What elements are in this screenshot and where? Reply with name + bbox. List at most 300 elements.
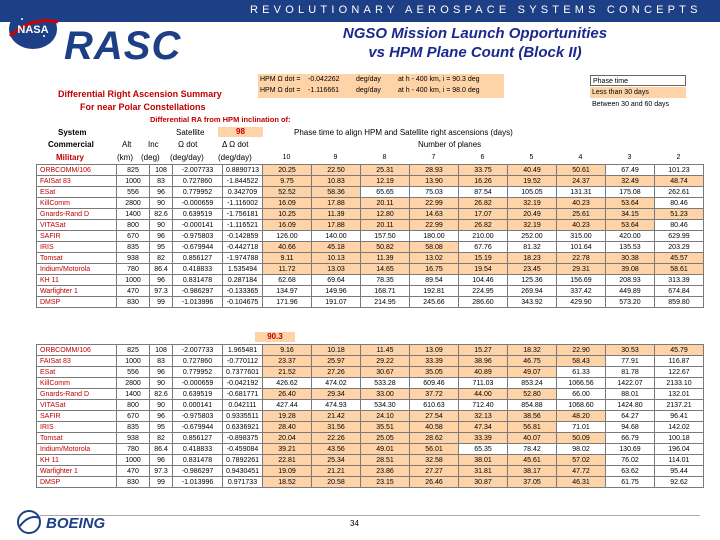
cell-phase-days: 26.40 — [263, 389, 312, 400]
cell-phase-days: 26.82 — [459, 220, 508, 231]
cell-phase-days: 25.34 — [312, 455, 361, 466]
cell-phase-days: 224.95 — [459, 286, 508, 297]
nasa-wordmark: NASA — [17, 24, 49, 36]
cell-delta: -0.133365 — [223, 286, 263, 297]
cell-phase-days: 40.23 — [557, 220, 606, 231]
cell-phase-days: 22.26 — [312, 433, 361, 444]
cell-name: KH 11 — [37, 455, 117, 466]
cell-phase-days: 64.27 — [606, 411, 655, 422]
cell-phase-days: 28.40 — [263, 422, 312, 433]
cell-phase-days: 46.75 — [508, 356, 557, 367]
cell-phase-days: 132.01 — [655, 389, 704, 400]
cell-phase-days: 52.80 — [508, 389, 557, 400]
cell-phase-days: 43.56 — [312, 444, 361, 455]
page-number: 34 — [350, 519, 359, 528]
cell-phase-days: 23.45 — [508, 264, 557, 275]
cell-phase-days: 98.02 — [557, 444, 606, 455]
cell-phase-days: 135.53 — [606, 242, 655, 253]
cell-delta: -1.844522 — [223, 176, 263, 187]
cell-name: ORBCOMM/106 — [37, 165, 117, 176]
legend-phase-time: Phase time — [590, 75, 686, 86]
cell-phase-days: 343.92 — [508, 297, 557, 308]
cell-phase-days: 14.63 — [410, 209, 459, 220]
formula-r2-cond: at h - 400 km, i = 98.0 deg — [398, 87, 480, 94]
cell-name: Gnards-Rand D — [37, 389, 117, 400]
cell-phase-days: 30.87 — [459, 477, 508, 488]
cell-delta: -0.681771 — [223, 389, 263, 400]
cell-phase-days: 37.05 — [508, 477, 557, 488]
cell-inc: 82 — [150, 253, 173, 264]
table-row — [37, 165, 704, 176]
cell-phase-days: 337.42 — [557, 286, 606, 297]
cell-phase-days: 126.00 — [263, 231, 312, 242]
cell-phase-days: 10.13 — [312, 253, 361, 264]
cell-phase-days: 18.32 — [508, 345, 557, 356]
cell-delta: 1.535494 — [223, 264, 263, 275]
cell-alt: 2800 — [117, 198, 150, 209]
cell-phase-days: 50.61 — [557, 165, 606, 176]
cell-phase-days: 92.62 — [655, 477, 704, 488]
cell-inc: 96 — [150, 367, 173, 378]
cell-phase-days: 131.31 — [557, 187, 606, 198]
cell-phase-days: 22.99 — [410, 220, 459, 231]
cell-phase-days: 286.60 — [459, 297, 508, 308]
cell-phase-days: 149.96 — [312, 286, 361, 297]
cell-phase-days: 315.00 — [557, 231, 606, 242]
cell-phase-days: 191.07 — [312, 297, 361, 308]
cell-inc: 97.3 — [150, 466, 173, 477]
cell-phase-days: 610.63 — [410, 400, 459, 411]
cell-phase-days: 20.11 — [361, 198, 410, 209]
summary-subheading: For near Polar Constellations — [80, 102, 206, 112]
cell-name: VITASat — [37, 400, 117, 411]
cell-alt: 780 — [117, 264, 150, 275]
cell-omega: -0.975803 — [173, 231, 223, 242]
cell-phase-days: 474.02 — [312, 378, 361, 389]
cell-alt: 1400 — [117, 389, 150, 400]
table-row — [37, 433, 704, 444]
cell-phase-days: 10.83 — [312, 176, 361, 187]
boeing-wordmark: BOEING — [46, 515, 106, 532]
formula-r1-value: -0.042262 — [308, 76, 340, 83]
cell-name: Tomsat — [37, 253, 117, 264]
cell-phase-days: 104.46 — [459, 275, 508, 286]
cell-omega: 0.779952 — [173, 187, 223, 198]
table-row — [37, 286, 704, 297]
cell-phase-days: 34.15 — [606, 209, 655, 220]
cell-phase-days: 853.24 — [508, 378, 557, 389]
cell-delta: -1.116521 — [223, 220, 263, 231]
cell-phase-days: 78.42 — [508, 444, 557, 455]
cell-phase-days: 22.90 — [557, 345, 606, 356]
cell-alt: 1000 — [117, 455, 150, 466]
cell-phase-days: 674.84 — [655, 286, 704, 297]
plane-count-3: 3 — [627, 154, 632, 161]
cell-delta: -1.116002 — [223, 198, 263, 209]
cell-phase-days: 31.81 — [459, 466, 508, 477]
cell-name: IRIS — [37, 242, 117, 253]
cell-phase-days: 2137.21 — [655, 400, 704, 411]
cell-alt: 938 — [117, 433, 150, 444]
cell-phase-days: 38.01 — [459, 455, 508, 466]
table-row — [37, 209, 704, 220]
cell-phase-days: 245.66 — [410, 297, 459, 308]
cell-phase-days: 427.44 — [263, 400, 312, 411]
cell-phase-days: 449.89 — [606, 286, 655, 297]
cell-phase-days: 25.31 — [361, 165, 410, 176]
table-row — [37, 297, 704, 308]
table-row — [37, 444, 704, 455]
cell-inc: 83 — [150, 356, 173, 367]
cell-phase-days: 58.08 — [410, 242, 459, 253]
cell-phase-days: 81.78 — [606, 367, 655, 378]
cell-phase-days: 29.31 — [557, 264, 606, 275]
cell-phase-days: 19.54 — [459, 264, 508, 275]
cell-delta: 0.6336921 — [223, 422, 263, 433]
cell-delta: -0.442718 — [223, 242, 263, 253]
cell-delta: -0.104675 — [223, 297, 263, 308]
header-band-text: REVOLUTIONARY AEROSPACE SYSTEMS CONCEPTS — [250, 4, 702, 16]
cell-phase-days: 45.79 — [655, 345, 704, 356]
cell-phase-days: 157.50 — [361, 231, 410, 242]
cell-phase-days: 140.00 — [312, 231, 361, 242]
nasa-logo — [4, 6, 62, 52]
cell-name: Warfighter 1 — [37, 466, 117, 477]
cell-phase-days: 32.19 — [508, 220, 557, 231]
cell-phase-days: 32.58 — [410, 455, 459, 466]
cell-phase-days: 80.46 — [655, 220, 704, 231]
cell-phase-days: 49.07 — [508, 367, 557, 378]
phase-title: Phase time to align HPM and Satellite right ascensions (days) — [294, 128, 513, 137]
cell-phase-days: 51.23 — [655, 209, 704, 220]
table-row — [37, 422, 704, 433]
legend-under-30: Less than 30 days — [590, 87, 686, 98]
cell-phase-days: 9.11 — [263, 253, 312, 264]
cell-phase-days: 33.39 — [410, 356, 459, 367]
cell-phase-days: 50.82 — [361, 242, 410, 253]
cell-phase-days: 9.16 — [263, 345, 312, 356]
cell-name: Warfighter 1 — [37, 286, 117, 297]
table-row — [37, 411, 704, 422]
col-commercial: Commercial — [48, 140, 94, 149]
table-inclination-90-3 — [36, 344, 704, 488]
cell-phase-days: 1422.07 — [606, 378, 655, 389]
plane-count-6: 6 — [480, 154, 485, 161]
cell-alt: 1000 — [117, 176, 150, 187]
cell-phase-days: 122.67 — [655, 367, 704, 378]
page-title-line2: vs HPM Plane Count (Block II) — [368, 44, 582, 61]
cell-phase-days: 56.81 — [508, 422, 557, 433]
table-row — [37, 264, 704, 275]
cell-phase-days: 9.75 — [263, 176, 312, 187]
cell-alt: 938 — [117, 253, 150, 264]
cell-alt: 780 — [117, 444, 150, 455]
cell-phase-days: 10.25 — [263, 209, 312, 220]
cell-delta: 1.965481 — [223, 345, 263, 356]
cell-phase-days: 75.03 — [410, 187, 459, 198]
cell-phase-days: 196.04 — [655, 444, 704, 455]
col-satellite: Satellite — [176, 128, 205, 137]
cell-phase-days: 57.02 — [557, 455, 606, 466]
col-alt-unit: (km) — [117, 153, 133, 162]
cell-phase-days: 40.07 — [508, 433, 557, 444]
cell-phase-days: 80.46 — [655, 198, 704, 209]
cell-phase-days: 171.96 — [263, 297, 312, 308]
cell-phase-days: 16.09 — [263, 198, 312, 209]
cell-phase-days: 175.08 — [606, 187, 655, 198]
cell-phase-days: 208.93 — [606, 275, 655, 286]
cell-omega: -0.000141 — [173, 220, 223, 231]
cell-inc: 95 — [150, 242, 173, 253]
cell-alt: 470 — [117, 286, 150, 297]
cell-omega: -0.679944 — [173, 422, 223, 433]
cell-name: DMSP — [37, 477, 117, 488]
cell-name: FAISat 83 — [37, 176, 117, 187]
cell-phase-days: 23.15 — [361, 477, 410, 488]
cell-inc: 90 — [150, 220, 173, 231]
cell-phase-days: 24.37 — [557, 176, 606, 187]
cell-omega: 0.831478 — [173, 455, 223, 466]
table-row — [37, 455, 704, 466]
cell-phase-days: 28.51 — [361, 455, 410, 466]
cell-phase-days: 37.72 — [410, 389, 459, 400]
cell-phase-days: 65.65 — [361, 187, 410, 198]
page-title-line1: NGSO Mission Launch Opportunities — [342, 25, 608, 42]
cell-phase-days: 49.01 — [361, 444, 410, 455]
cell-phase-days: 32.13 — [459, 411, 508, 422]
cell-phase-days: 474.93 — [312, 400, 361, 411]
cell-phase-days: 13.09 — [410, 345, 459, 356]
table-row — [37, 220, 704, 231]
cell-phase-days: 40.58 — [410, 422, 459, 433]
cell-phase-days: 25.61 — [557, 209, 606, 220]
cell-phase-days: 24.10 — [361, 411, 410, 422]
cell-delta: 0.7377601 — [223, 367, 263, 378]
col-omega-dot: Ω dot — [178, 140, 198, 149]
cell-phase-days: 69.64 — [312, 275, 361, 286]
table-row — [37, 400, 704, 411]
cell-phase-days: 2133.10 — [655, 378, 704, 389]
cell-phase-days: 40.66 — [263, 242, 312, 253]
cell-phase-days: 203.29 — [655, 242, 704, 253]
cell-phase-days: 31.56 — [312, 422, 361, 433]
cell-phase-days: 48.74 — [655, 176, 704, 187]
col-inc-unit: (deg) — [141, 153, 160, 162]
table-inclination-98 — [36, 164, 704, 308]
cell-phase-days: 16.09 — [263, 220, 312, 231]
cell-phase-days: 53.64 — [606, 198, 655, 209]
inclination-caption: Differential RA from HPM inclination of: — [150, 115, 291, 124]
cell-delta: -0.770112 — [223, 356, 263, 367]
cell-phase-days: 66.79 — [606, 433, 655, 444]
cell-phase-days: 10.18 — [312, 345, 361, 356]
cell-omega: -1.013996 — [173, 477, 223, 488]
cell-phase-days: 88.01 — [606, 389, 655, 400]
cell-phase-days: 859.80 — [655, 297, 704, 308]
cell-phase-days: 252.00 — [508, 231, 557, 242]
cell-phase-days: 22.99 — [410, 198, 459, 209]
cell-alt: 830 — [117, 477, 150, 488]
cell-omega: -1.013996 — [173, 297, 223, 308]
cell-phase-days: 66.00 — [557, 389, 606, 400]
cell-name: KillComm — [37, 378, 117, 389]
cell-delta: 0.287184 — [223, 275, 263, 286]
cell-delta: -1.974788 — [223, 253, 263, 264]
col-military: Military — [56, 153, 85, 162]
cell-phase-days: 156.69 — [557, 275, 606, 286]
plane-count-7: 7 — [431, 154, 436, 161]
table-row — [37, 176, 704, 187]
cell-phase-days: 712.40 — [459, 400, 508, 411]
cell-delta: 0.042111 — [223, 400, 263, 411]
cell-phase-days: 313.39 — [655, 275, 704, 286]
cell-alt: 1400 — [117, 209, 150, 220]
cell-phase-days: 53.64 — [606, 220, 655, 231]
cell-phase-days: 58.36 — [312, 187, 361, 198]
rasc-logo: RASC — [64, 24, 182, 68]
cell-phase-days: 16.26 — [459, 176, 508, 187]
cell-phase-days: 13.03 — [312, 264, 361, 275]
cell-phase-days: 30.53 — [606, 345, 655, 356]
cell-phase-days: 28.93 — [410, 165, 459, 176]
table-row — [37, 231, 704, 242]
cell-delta: -0.142859 — [223, 231, 263, 242]
table-row — [37, 345, 704, 356]
cell-phase-days: 105.05 — [508, 187, 557, 198]
cell-phase-days: 32.19 — [508, 198, 557, 209]
cell-phase-days: 1424.80 — [606, 400, 655, 411]
cell-alt: 800 — [117, 220, 150, 231]
cell-phase-days: 25.97 — [312, 356, 361, 367]
plane-count-2: 2 — [676, 154, 681, 161]
cell-inc: 95 — [150, 422, 173, 433]
cell-phase-days: 29.22 — [361, 356, 410, 367]
cell-phase-days: 81.32 — [508, 242, 557, 253]
cell-omega: 0.639519 — [173, 209, 223, 220]
cell-phase-days: 96.41 — [655, 411, 704, 422]
cell-phase-days: 20.11 — [361, 220, 410, 231]
cell-alt: 670 — [117, 411, 150, 422]
cell-delta: -0.042192 — [223, 378, 263, 389]
cell-inc: 82 — [150, 433, 173, 444]
table-row — [37, 389, 704, 400]
cell-phase-days: 22.50 — [312, 165, 361, 176]
table-row — [37, 198, 704, 209]
table-row — [37, 275, 704, 286]
cell-phase-days: 22.81 — [263, 455, 312, 466]
formula-r2-value: -1.116661 — [308, 87, 340, 94]
table-row — [37, 477, 704, 488]
cell-phase-days: 89.54 — [410, 275, 459, 286]
cell-inc: 97.3 — [150, 286, 173, 297]
cell-delta: -0.898375 — [223, 433, 263, 444]
cell-phase-days: 38.56 — [508, 411, 557, 422]
cell-delta: -1.756181 — [223, 209, 263, 220]
cell-phase-days: 100.18 — [655, 433, 704, 444]
cell-phase-days: 26.46 — [410, 477, 459, 488]
cell-phase-days: 210.00 — [459, 231, 508, 242]
cell-delta: 0.7892261 — [223, 455, 263, 466]
cell-phase-days: 19.52 — [508, 176, 557, 187]
cell-phase-days: 20.04 — [263, 433, 312, 444]
legend-30-60: Between 30 and 60 days — [590, 99, 686, 110]
boeing-logo — [16, 508, 128, 536]
cell-phase-days: 11.39 — [361, 253, 410, 264]
cell-phase-days: 48.20 — [557, 411, 606, 422]
cell-omega: -0.000659 — [173, 378, 223, 389]
cell-phase-days: 17.88 — [312, 220, 361, 231]
cell-phase-days: 77.91 — [606, 356, 655, 367]
cell-phase-days: 25.05 — [361, 433, 410, 444]
cell-name: SAFIR — [37, 411, 117, 422]
cell-omega: 0.639519 — [173, 389, 223, 400]
inclination-90-3: 90.3 — [255, 332, 295, 342]
cell-name: SAFIR — [37, 231, 117, 242]
plane-count-9: 9 — [333, 154, 338, 161]
cell-omega: 0.418833 — [173, 264, 223, 275]
cell-phase-days: 52.52 — [263, 187, 312, 198]
footer-divider — [40, 515, 700, 516]
table-row — [37, 378, 704, 389]
cell-name: Tomsat — [37, 433, 117, 444]
cell-phase-days: 629.99 — [655, 231, 704, 242]
plane-count-10: 10 — [282, 154, 291, 161]
cell-delta: 0.342709 — [223, 187, 263, 198]
cell-phase-days: 46.31 — [557, 477, 606, 488]
cell-phase-days: 533.28 — [361, 378, 410, 389]
cell-phase-days: 35.51 — [361, 422, 410, 433]
cell-phase-days: 15.27 — [459, 345, 508, 356]
cell-phase-days: 39.08 — [606, 264, 655, 275]
cell-phase-days: 17.07 — [459, 209, 508, 220]
cell-phase-days: 21.21 — [312, 466, 361, 477]
formula-r1-label: HPM Ω dot = — [260, 76, 301, 83]
cell-alt: 2800 — [117, 378, 150, 389]
cell-phase-days: 28.62 — [410, 433, 459, 444]
table-row — [37, 367, 704, 378]
table-row — [37, 356, 704, 367]
cell-inc: 82.6 — [150, 389, 173, 400]
cell-phase-days: 114.01 — [655, 455, 704, 466]
cell-phase-days: 30.38 — [606, 253, 655, 264]
cell-phase-days: 609.46 — [410, 378, 459, 389]
cell-phase-days: 534.30 — [361, 400, 410, 411]
cell-phase-days: 40.89 — [459, 367, 508, 378]
cell-phase-days: 11.45 — [361, 345, 410, 356]
cell-phase-days: 21.42 — [312, 411, 361, 422]
col-inc: Inc — [148, 140, 159, 149]
cell-phase-days: 65.35 — [459, 444, 508, 455]
cell-phase-days: 45.57 — [655, 253, 704, 264]
cell-omega: 0.856127 — [173, 433, 223, 444]
cell-omega: -2.007733 — [173, 165, 223, 176]
cell-phase-days: 134.97 — [263, 286, 312, 297]
cell-phase-days: 33.39 — [459, 433, 508, 444]
cell-phase-days: 13.90 — [410, 176, 459, 187]
cell-name: Iridium/Motorola — [37, 444, 117, 455]
cell-phase-days: 20.49 — [508, 209, 557, 220]
cell-phase-days: 78.35 — [361, 275, 410, 286]
formula-box — [258, 74, 504, 98]
cell-alt: 556 — [117, 367, 150, 378]
formula-r1-cond: at h - 400 km, i = 90.3 deg — [398, 76, 480, 83]
inclination-98: 98 — [218, 127, 263, 137]
cell-phase-days: 58.43 — [557, 356, 606, 367]
cell-inc: 90 — [150, 198, 173, 209]
cell-omega: 0.727860 — [173, 176, 223, 187]
cell-phase-days: 269.94 — [508, 286, 557, 297]
cell-phase-days: 94.68 — [606, 422, 655, 433]
